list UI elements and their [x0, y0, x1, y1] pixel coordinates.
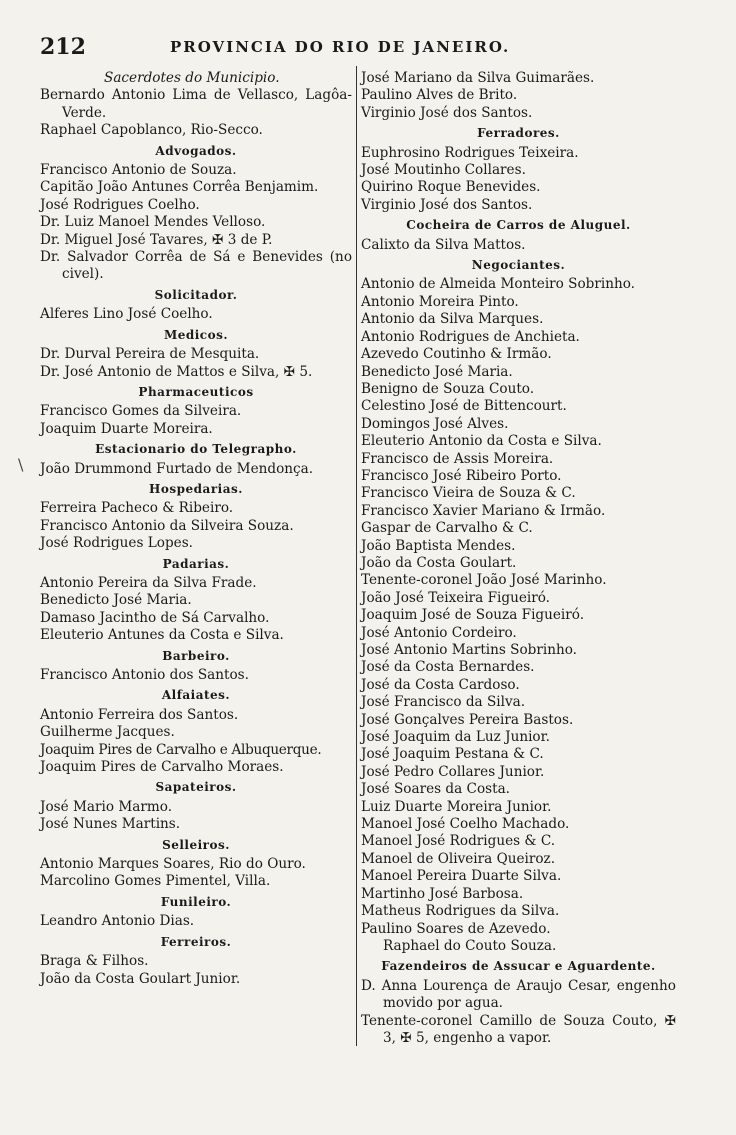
section-heading-padarias: Padarias.	[162, 556, 230, 571]
entry: João da Costa Goulart.	[361, 554, 517, 571]
entry: Matheus Rodrigues da Silva.	[361, 903, 560, 920]
entry: Marcolino Gomes Pimentel, Villa.	[40, 873, 271, 890]
entry: João Drummond Furtado de Mendonça.	[40, 460, 314, 477]
entry: Dr. Durval Pereira de Mesquita.	[40, 346, 260, 363]
entry: José Mariano da Silva Guimarães.	[361, 70, 595, 86]
section-heading-ferradores: Ferradores.	[477, 126, 560, 141]
entry: Quirino Roque Benevides.	[361, 179, 541, 196]
section-heading-sapateiros: Sapateiros.	[155, 780, 237, 795]
entry: Manoel José Rodrigues & C.	[361, 833, 556, 850]
entry: José Francisco da Silva.	[361, 694, 526, 711]
entry: Dr. Luiz Manoel Mendes Velloso.	[40, 214, 266, 231]
entry: José da Costa Cardoso.	[361, 676, 520, 693]
section-heading-sacerdotes: Sacerdotes do Municipio.	[104, 70, 280, 86]
page-number: 212	[40, 34, 86, 60]
entry: Joaquim José de Souza Figueiró.	[361, 607, 585, 624]
entry: Raphael Capoblanco, Rio-Secco.	[40, 122, 263, 139]
entry: José Antonio Cordeiro.	[361, 624, 517, 641]
entry: Francisco de Assis Moreira.	[361, 450, 554, 467]
entry: Paulino Soares de Azevedo.	[361, 920, 551, 937]
entry: Francisco Antonio da Silveira Souza.	[40, 517, 294, 534]
entry: José Rodrigues Lopes.	[40, 535, 193, 552]
section-heading-barbeiro: Barbeiro.	[162, 648, 230, 663]
section-heading-negociantes: Negociantes.	[471, 258, 566, 273]
entry: Francisco Gomes da Silveira.	[40, 403, 242, 420]
entry: Celestino José de Bittencourt.	[361, 398, 567, 415]
entry: Damaso Jacintho de Sá Carvalho.	[40, 609, 270, 626]
left-column	[40, 70, 352, 988]
entry: Benedicto José Maria.	[361, 363, 513, 380]
entry: Dr. José Antonio de Mattos e Silva, ✠ 5.	[40, 363, 313, 380]
entry: Antonio da Silva Marques.	[361, 311, 544, 328]
entry: João José Teixeira Figueiró.	[361, 589, 550, 606]
entry: José Soares da Costa.	[361, 781, 510, 798]
running-head: PROVINCIA DO RIO DE JANEIRO.	[170, 38, 511, 56]
entry: Ferreira Pacheco & Ribeiro.	[40, 500, 234, 517]
entry: Gaspar de Carvalho & C.	[361, 520, 533, 537]
margin-mark: \	[18, 455, 24, 474]
entry: José Joaquim da Luz Junior.	[361, 729, 550, 746]
entry: Raphael do Couto Souza.	[383, 937, 557, 954]
entry: José da Costa Bernardes.	[361, 659, 535, 676]
entry: José Rodrigues Coelho.	[40, 196, 200, 213]
section-heading-fazendeiros: Fazendeiros de Assucar e Aguardente.	[381, 959, 656, 974]
entry: Leandro Antonio Dias.	[40, 913, 195, 930]
column-divider	[356, 66, 357, 1046]
page-header	[40, 34, 700, 58]
entry: Martinho José Barbosa.	[361, 885, 524, 902]
section-heading-medicos: Medicos.	[163, 327, 229, 342]
entry: Virginio José dos Santos.	[361, 104, 533, 121]
entry: Francisco Vieira de Souza & C.	[361, 485, 576, 502]
section-heading-solicitador: Solicitador.	[154, 287, 238, 302]
entry: Manoel de Oliveira Queiroz.	[361, 850, 556, 867]
entry: Domingos José Alves.	[361, 415, 509, 432]
entry: Tenente-coronel Camillo de Souza Couto, ✠ 3, ✠ 5, engenho a vapor.	[361, 1012, 676, 1046]
entry: Antonio Marques Soares, Rio do Ouro.	[40, 856, 306, 873]
entry: Francisco José Ribeiro Porto.	[361, 467, 562, 484]
entry: Francisco Antonio de Souza.	[40, 162, 237, 179]
entry: Luiz Duarte Moreira Junior.	[361, 798, 552, 815]
entry: Francisco Xavier Mariano & Irmão.	[361, 502, 606, 519]
section-heading-pharmaceuticos: Pharmaceuticos	[138, 384, 254, 399]
entry: José Moutinho Collares.	[361, 162, 526, 179]
entry: Eleuterio Antunes da Costa e Silva.	[40, 627, 284, 644]
entry: Antonio Moreira Pinto.	[361, 293, 519, 310]
section-heading-telegrapho: Estacionario do Telegrapho.	[95, 442, 297, 457]
entry: Manoel Pereira Duarte Silva.	[361, 868, 562, 885]
entry: José Mario Marmo.	[40, 798, 173, 815]
entry: Antonio de Almeida Monteiro Sobrinho.	[361, 276, 636, 293]
entry: José Joaquim Pestana & C.	[361, 746, 544, 763]
section-heading-selleiros: Selleiros.	[162, 837, 230, 852]
entry: Joaquim Duarte Moreira.	[40, 420, 213, 437]
section-heading-hospedarias: Hospedarias.	[149, 481, 243, 496]
entry: José Antonio Martins Sobrinho.	[361, 642, 578, 658]
entry: Calixto da Silva Mattos.	[361, 236, 526, 253]
entry: João Baptista Mendes.	[361, 537, 516, 554]
entry: Francisco Antonio dos Santos.	[40, 667, 249, 683]
entry: Capitão João Antunes Corrêa Benjamim.	[40, 179, 319, 196]
entry: Antonio Pereira da Silva Frade.	[40, 574, 257, 591]
entry: Antonio Ferreira dos Santos.	[40, 706, 239, 723]
entry: José Gonçalves Pereira Bastos.	[361, 711, 574, 728]
section-heading-funileiro: Funileiro.	[160, 894, 232, 909]
entry: Paulino Alves de Brito.	[361, 87, 518, 104]
entry: Benedicto José Maria.	[40, 592, 192, 609]
section-heading-ferreiros: Ferreiros.	[160, 934, 232, 949]
right-column	[361, 70, 676, 1047]
entry: João da Costa Goulart Junior.	[40, 970, 241, 987]
entry: José Nunes Martins.	[40, 816, 181, 833]
section-heading-advogados: Advogados.	[155, 143, 237, 158]
entry: Joaquim Pires de Carvalho Moraes.	[40, 759, 284, 776]
entry: Azevedo Coutinho & Irmão.	[361, 346, 552, 363]
section-heading-cocheira: Cocheira de Carros de Aluguel.	[406, 218, 631, 233]
entry: Manoel José Coelho Machado.	[361, 816, 570, 833]
entry: Guilherme Jacques.	[40, 724, 175, 741]
entry: Antonio Rodrigues de Anchieta.	[361, 328, 580, 345]
entry: Bernardo Antonio Lima de Vellasco, Lagôa-Verde.	[40, 87, 352, 121]
entry: Dr. Miguel José Tavares, ✠ 3 de P.	[40, 231, 273, 248]
entry: Tenente-coronel João José Marinho.	[361, 572, 607, 589]
entry: Virginio José dos Santos.	[361, 196, 533, 213]
entry: Dr. Salvador Corrêa de Sá e Benevides (no civel).	[40, 249, 352, 283]
entry: Euphrosino Rodrigues Teixeira.	[361, 144, 579, 161]
entry: Braga & Filhos.	[40, 953, 149, 970]
entry: Eleuterio Antonio da Costa e Silva.	[361, 433, 602, 450]
entry: Benigno de Souza Couto.	[361, 380, 535, 397]
section-heading-alfaiates: Alfaiates.	[161, 688, 231, 703]
entry: José Pedro Collares Junior.	[361, 763, 545, 780]
entry: D. Anna Lourença de Araujo Cesar, engenho movido por agua.	[361, 977, 676, 1012]
entry: Joaquim Pires de Carvalho e Albuquerque.	[40, 741, 322, 758]
entry: Alferes Lino José Coelho.	[40, 306, 213, 323]
